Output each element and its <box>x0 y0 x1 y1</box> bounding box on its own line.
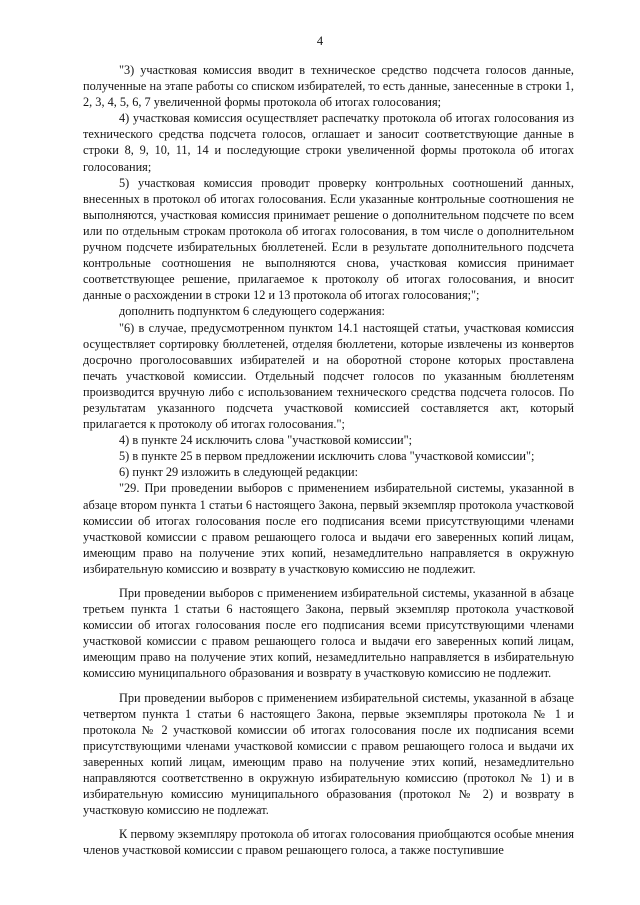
paragraph-amendment-4: 4) в пункте 24 исключить слова "участковой комиссии"; <box>119 433 413 448</box>
paragraph-point-29-2: При проведении выборов с применением избирательной системы, указанной в абзаце третьем пункта 1 статьи 6 настоящего Закона, первый экземпляр протокола участковой комиссии об итогах голосования после его подписания всеми присутствующими членами участковой комиссии с правом решающего голоса и выдачи его заверенных копий лицам, имеющим право на получение этих копий, незамедлительно направляется в избирательную комиссию муниципального образования и возврату в участковую комиссию не подлежит. <box>83 586 574 681</box>
paragraph-point-29-4: К первому экземпляру протокола об итогах голосования приобщаются особые мнения членов участковой комиссии с правом решающего голоса, а также поступившие <box>83 827 574 858</box>
paragraph-amendment-5: 5) в пункте 25 в первом предложении исключить слова "участковой комиссии"; <box>119 449 535 464</box>
paragraph-point-29-3: При проведении выборов с применением избирательной системы, указанной в абзаце четвертом пункта 1 статьи 6 настоящего Закона, первые экземпляры протокола № 1 и протокола № 2 участковой комиссии об итогах голосования после их подписания всеми присутствующими членами участковой комиссии с правом решающего голоса и выдачи их заверенных копий лицам, имеющим право на получение этих копий, незамедлительно направляются соответственно в окружную избирательную комиссию (протокол № 1) и в избирательную комиссию муниципального образования (протокол № 2) и возврату в участковую комиссию не подлежат. <box>83 690 574 818</box>
paragraph-amendment-6: 6) пункт 29 изложить в следующей редакции: <box>119 465 359 480</box>
paragraph-point-29-1: "29. При проведении выборов с применением избирательной системы, указанной в абзаце втором пункта 1 статьи 6 настоящего Закона, первый экземпляр протокола участковой комиссии об итогах голосования после его подписания всеми присутствующими членами участковой комиссии с правом решающего голоса и выдачи его заверенных копий лицам, имеющим право на получение этих копий, незамедлительно направляется в окружную избирательную комиссию и возврату в участковую комиссию не подлежит. <box>83 481 574 576</box>
paragraph-subitem-3: "3) участковая комиссия вводит в техническое средство подсчета голосов данные, полученные на этапе работы со списком избирателей, то есть данные, занесенные в строки 1, 2, 3, 4, 5, 6, 7 увеличенной формы протокола об итогах голосования; <box>83 63 574 110</box>
paragraph-subitem-4: 4) участковая комиссия осуществляет распечатку протокола об итогах голосования из технического средства подсчета голосов, оглашает и заносит соответствующие данные в строки 8, 9, 10, 11, 14 и последующие строки увеличенной формы протокола об итогах голосования; <box>83 111 574 174</box>
page-number: 4 <box>316 34 324 48</box>
paragraph-subitem-5: 5) участковая комиссия проводит проверку контрольных соотношений данных, внесенных в протокол об итогах голосования. Если указанные контрольные соотношения не выполняются, участковая комиссия принимает решение о дополнительном подсчете по всем или по отдельным строкам протокола об итогах голосования, в том числе о дополнительном ручном подсчете избирательных бюллетеней. Если в результате дополнительного подсчета контрольные соотношения не выполняются снова, участковая комиссия принимает соответствующее решение, прилагаемое к протоколу об итогах голосования, и вносит данные о расхождении в строки 12 и 13 протокола об итогах голосования;"; <box>83 175 574 303</box>
paragraph-subitem-6-text: "6) в случае, предусмотренном пунктом 14.1 настоящей статьи, участковая комиссия осуществляет сортировку бюллетеней, отделяя бюллетени, которые извлечены из конвертов досрочно проголосовавших избирателей и на оборотной стороне которых проставлена печать участковой комиссии. Отдельный подсчет голосов по указанным бюллетеням производится вручную либо с использованием технического средства подсчета голосов. По результатам указанного подсчета участковой комиссией составляется акт, который прилагается к протоколу об итогах голосования."; <box>83 320 574 432</box>
document-body <box>83 62 574 859</box>
paragraph-add-subitem-6: дополнить подпунктом 6 следующего содержания: <box>119 304 385 319</box>
